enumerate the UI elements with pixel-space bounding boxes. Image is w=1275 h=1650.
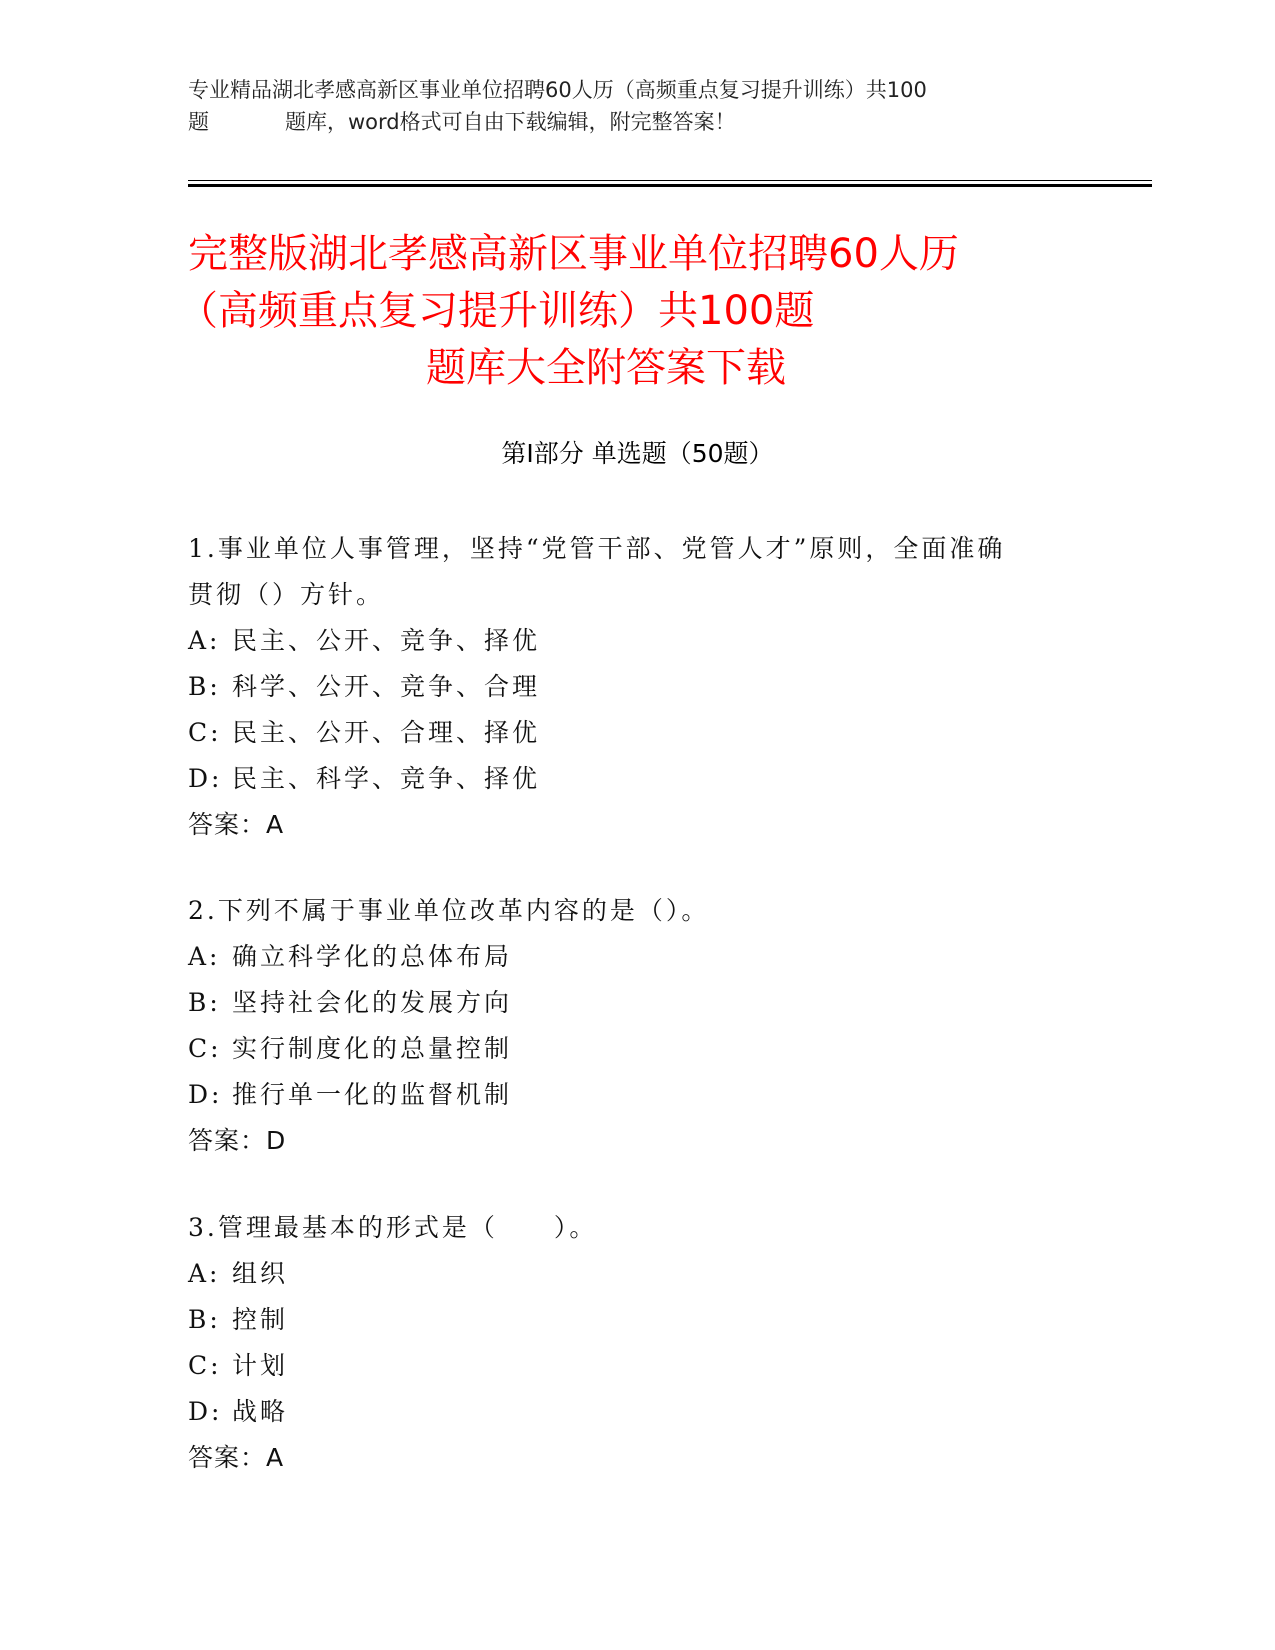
page-header (188, 74, 1088, 138)
option-b (188, 1297, 1088, 1343)
option-label: A: (188, 1259, 221, 1288)
option-label: B: (188, 1305, 221, 1334)
option-label: A: (188, 942, 221, 971)
option-label: C: (188, 1351, 222, 1380)
option-text: 坚持社会化的发展方向 (232, 988, 513, 1017)
option-c (188, 710, 1088, 756)
header-line-2 (188, 106, 1088, 138)
option-a (188, 1251, 1088, 1297)
option-label: A: (188, 626, 221, 655)
option-text: 组织 (232, 1259, 289, 1288)
option-c (188, 1026, 1088, 1072)
question-stem: 3.管理最基本的形式是（ ）。 (188, 1213, 598, 1242)
option-a (188, 618, 1088, 664)
option-d (188, 1389, 1088, 1435)
option-b (188, 664, 1088, 710)
header-line-2-text: 题库，word格式可自由下载编辑，附完整答案！ (285, 110, 736, 134)
option-a (188, 934, 1088, 980)
option-c (188, 1343, 1088, 1389)
option-label: D: (188, 1397, 223, 1426)
option-text: 确立科学化的总体布局 (232, 942, 513, 971)
title-line-2: （高频重点复习提升训练）共100题 (178, 288, 815, 334)
option-text: 推行单一化的监督机制 (232, 1080, 513, 1109)
option-label: D: (188, 764, 223, 793)
section-heading: 第Ⅰ部分 单选题（50题） (501, 439, 774, 468)
header-divider-thin (188, 180, 1152, 181)
header-line-2-start: 题 (188, 110, 209, 134)
answer-line: 答案：A (188, 810, 285, 839)
option-label: B: (188, 988, 221, 1017)
option-text: 战略 (232, 1397, 289, 1426)
option-text: 实行制度化的总量控制 (232, 1034, 513, 1063)
question-stem: 1.事业单位人事管理，坚持“党管干部、党管人才”原则，全面准确 (188, 534, 1006, 563)
answer-line: 答案：D (188, 1126, 287, 1155)
option-label: D: (188, 1080, 223, 1109)
option-label: C: (188, 1034, 222, 1063)
header-line-1: 专业精品湖北孝感高新区事业单位招聘60人历（高频重点复习提升训练）共100 (188, 78, 927, 102)
question-block (188, 526, 1088, 848)
option-label: C: (188, 718, 222, 747)
question-block (188, 1205, 1088, 1481)
question-block (188, 888, 1088, 1164)
option-text: 民主、公开、竞争、择优 (232, 626, 541, 655)
title-line-1: 完整版湖北孝感高新区事业单位招聘60人历 (188, 231, 959, 277)
option-b (188, 980, 1088, 1026)
option-text: 科学、公开、竞争、合理 (232, 672, 541, 701)
option-text: 计划 (232, 1351, 289, 1380)
question-stem-continued: 贯彻（）方针。 (188, 580, 385, 609)
header-divider-thick (188, 184, 1152, 187)
option-text: 民主、公开、合理、择优 (232, 718, 541, 747)
answer-line: 答案：A (188, 1443, 285, 1472)
option-label: B: (188, 672, 221, 701)
title-line-3: 题库大全附答案下载 (426, 345, 786, 391)
option-d (188, 1072, 1088, 1118)
option-text: 控制 (232, 1305, 289, 1334)
option-text: 民主、科学、竞争、择优 (232, 764, 541, 793)
question-stem: 2.下列不属于事业单位改革内容的是（）。 (188, 896, 710, 925)
option-d (188, 756, 1088, 802)
